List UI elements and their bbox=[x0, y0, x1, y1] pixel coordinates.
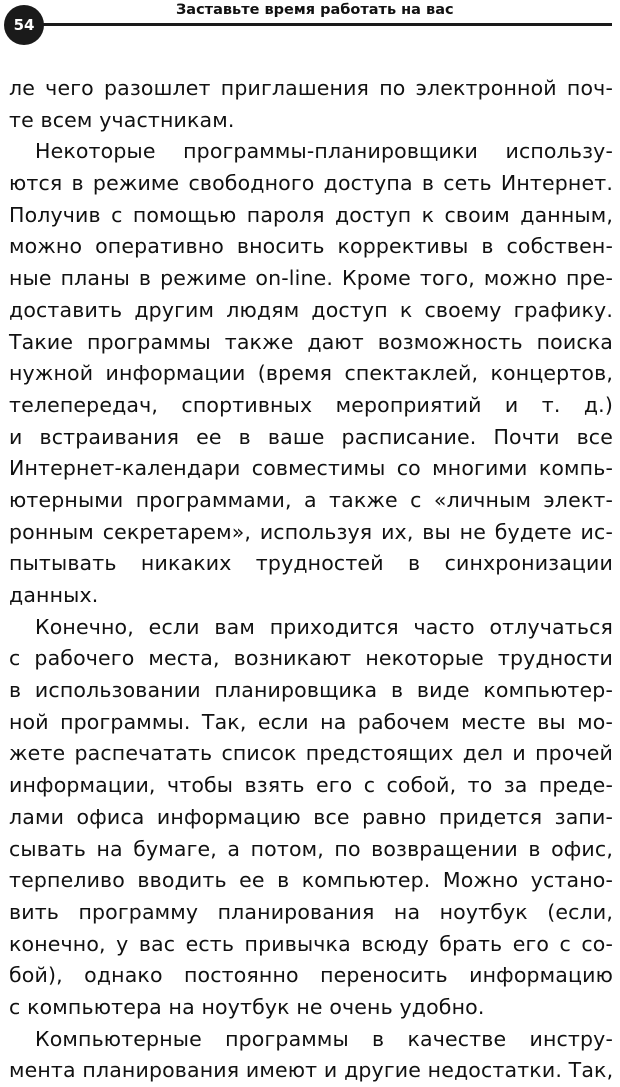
text-line: лами офиса информацию все равно придется запи- bbox=[9, 804, 613, 829]
text-line: вить программу планирования на ноутбук (если, bbox=[9, 899, 613, 924]
paragraph bbox=[9, 136, 613, 611]
text-line: ются в режиме свободного доступа в сеть Интернет. bbox=[9, 171, 613, 196]
text-line: в использовании планировщика в виде компьютер- bbox=[9, 678, 613, 703]
running-title: Заставьте время работать на вас bbox=[176, 2, 454, 18]
text-line: нужной информации (время спектаклей, концертов, bbox=[9, 361, 613, 386]
text-line: информации, чтобы взять его с собой, то за преде- bbox=[9, 773, 613, 798]
text-line: телепередач, спортивных мероприятий и т. д.) bbox=[9, 392, 613, 417]
text-line: конечно, у вас есть привычка всюду брать его с со- bbox=[9, 931, 613, 956]
text-line: сывать на бумаге, а потом, по возвращении в офис, bbox=[9, 836, 613, 861]
paragraph bbox=[9, 612, 613, 1024]
text-line: те всем участникам. bbox=[9, 107, 235, 132]
text-line: с компьютера на ноутбук не очень удобно. bbox=[9, 994, 485, 1019]
text-line: ронным секретарем», используя их, вы не будете ис- bbox=[9, 519, 613, 544]
text-line: мента планирования имеют и другие недостатки. Так, bbox=[9, 1058, 614, 1083]
text-line: Компьютерные программы в качестве инстру- bbox=[35, 1026, 613, 1051]
text-line: Конечно, если вам приходится часто отлучаться bbox=[35, 614, 613, 639]
text-line: ной программы. Так, если на рабочем месте вы мо- bbox=[9, 709, 613, 734]
text-line: доставить другим людям доступ к своему графику. bbox=[9, 297, 613, 322]
text-line: данных. bbox=[9, 583, 99, 607]
text-line: можно оперативно вносить коррективы в собствен- bbox=[9, 234, 613, 259]
text-line: и встраивания ее в ваше расписание. Почти все bbox=[9, 424, 613, 449]
text-line: терпеливо вводить ее в компьютер. Можно устано- bbox=[9, 868, 613, 893]
text-line: Некоторые программы-планировщики использу- bbox=[35, 139, 613, 164]
paragraph bbox=[9, 1024, 613, 1087]
text-line: ные планы в режиме on-line. Кроме того, можно пре- bbox=[9, 266, 613, 291]
text-line: Получив с помощью пароля доступ к своим данным, bbox=[9, 202, 613, 227]
header-rule bbox=[38, 23, 612, 26]
text-line: Такие программы также дают возможность поиска bbox=[9, 329, 613, 354]
paragraph bbox=[9, 73, 613, 136]
page-body bbox=[9, 73, 613, 1087]
text-line: жете распечатать список предстоящих дел и прочей bbox=[9, 741, 613, 766]
text-line: бой), однако постоянно переносить информацию bbox=[9, 963, 613, 988]
text-line: ютерными программами, а также с «личным элект- bbox=[9, 487, 613, 512]
text-line: Интернет-календари совместимы со многими компь- bbox=[9, 456, 613, 481]
page-number-badge: 54 bbox=[4, 5, 44, 45]
text-line: пытывать никаких трудностей в синхронизации bbox=[9, 551, 613, 576]
text-line: с рабочего места, возникают некоторые трудности bbox=[9, 646, 613, 671]
text-line: ле чего разошлет приглашения по электронной поч- bbox=[9, 76, 613, 100]
page-header bbox=[0, 0, 620, 50]
